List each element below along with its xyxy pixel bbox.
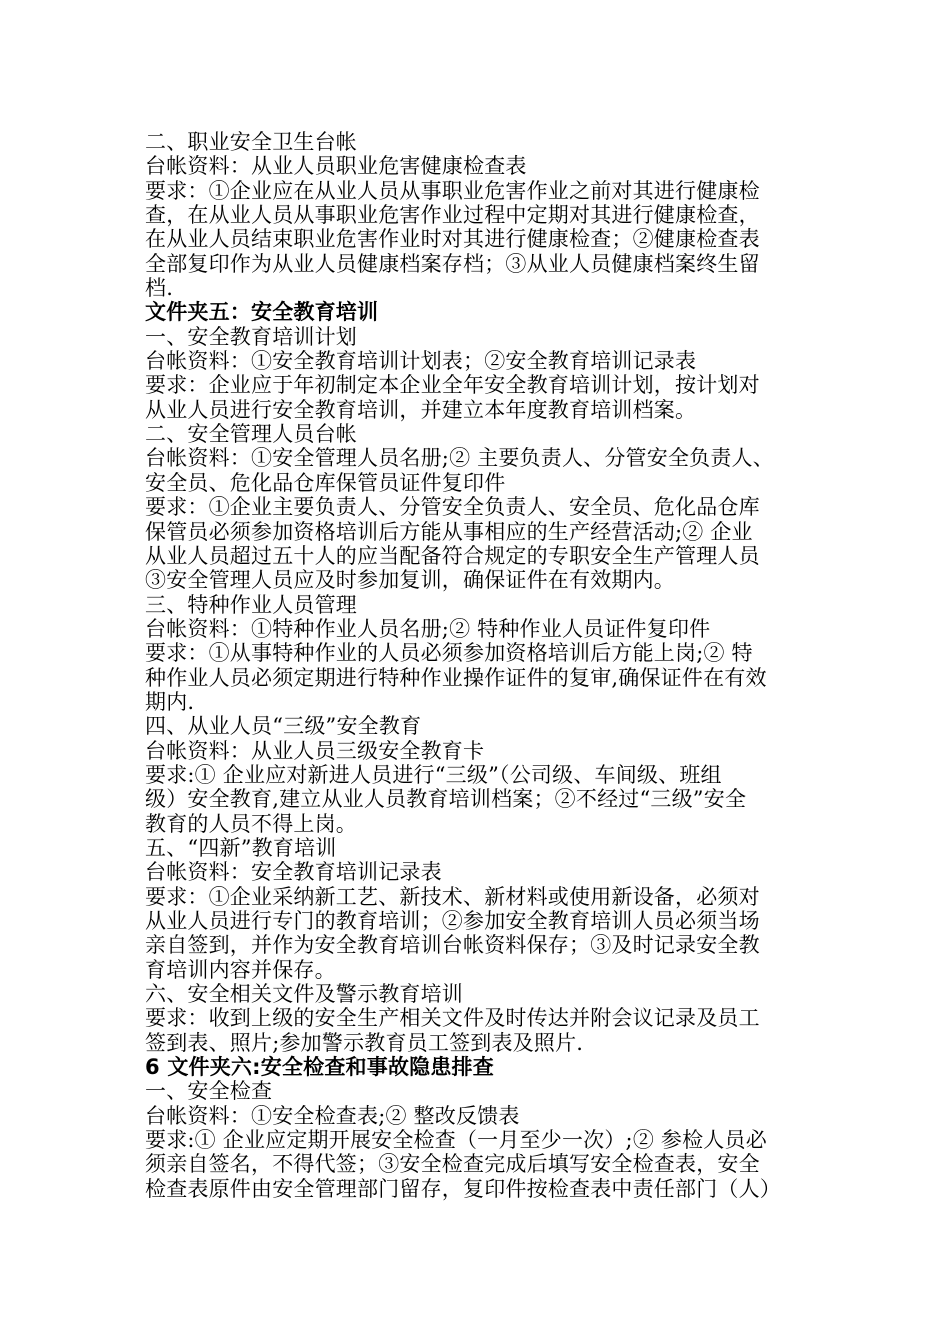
text-line: 要求:① 企业应定期开展安全检查（一月至少一次）;② 参检人员必 — [145, 1128, 767, 1153]
text-line: 台帐资料：①安全教育培训计划表；②安全教育培训记录表 — [145, 349, 697, 374]
text-line: 台帐资料：①特种作业人员名册;② 特种作业人员证件复印件 — [145, 616, 711, 641]
text-line: 查，在从业人员从事职业危害作业过程中定期对其进行健康检查， — [145, 203, 760, 228]
text-line: 保管员必须参加资格培训后方能从事相应的生产经营活动;② 企业 — [145, 519, 753, 544]
text-line: 一、安全教育培训计划 — [145, 324, 357, 349]
text-line: 要求：①企业应在从业人员从事职业危害作业之前对其进行健康检 — [145, 178, 760, 203]
text-line: 教育的人员不得上岗。 — [145, 811, 357, 836]
text-line: 三、特种作业人员管理 — [145, 592, 357, 617]
text-line: 要求：收到上级的安全生产相关文件及时传达并附会议记录及员工 — [145, 1006, 760, 1031]
text-line: 六、安全相关文件及警示教育培训 — [145, 982, 463, 1007]
text-line: 台帐资料：从业人员三级安全教育卡 — [145, 738, 485, 763]
text-line: 级）安全教育,建立从业人员教育培训档案；②不经过“三级”安全 — [145, 787, 747, 812]
text-line: 从业人员进行专门的教育培训；②参加安全教育培训人员必须当场 — [145, 909, 760, 933]
text-line: 全部复印作为从业人员健康档案存档；③从业人员健康档案终生留 — [145, 251, 760, 276]
text-line: 台帐资料：①安全管理人员名册;② 主要负责人、分管安全负责人、 — [145, 446, 774, 471]
text-line: 五、“四新”教育培训 — [145, 835, 337, 860]
text-line: 从业人员超过五十人的应当配备符合规定的专职安全生产管理人员 — [145, 543, 760, 568]
text-line: 须亲自签名，不得代签；③安全检查完成后填写安全检查表，安全 — [145, 1152, 760, 1177]
text-line: 要求：企业应于年初制定本企业全年安全教育培训计划，按计划对 — [145, 373, 760, 398]
text-line: 育培训内容并保存。 — [145, 957, 336, 982]
text-line: 要求：①从事特种作业的人员必须参加资格培训后方能上岗;② 特 — [145, 641, 753, 666]
text-line: 一、安全检查 — [145, 1079, 273, 1104]
text-line: 从业人员进行安全教育培训，并建立本年度教育培训档案。 — [145, 397, 697, 422]
text-line: 要求：①企业主要负责人、分管安全负责人、安全员、危化品仓库 — [145, 495, 760, 520]
text-line: 台帐资料：从业人员职业危害健康检查表 — [145, 154, 527, 179]
section-heading: 6 文件夹六:安全检查和事故隐患排查 — [145, 1055, 494, 1080]
text-line: 签到表、照片;参加警示教育员工签到表及照片. — [145, 1030, 584, 1055]
text-line: 种作业人员必须定期进行特种作业操作证件的复审,确保证件在有效 — [145, 665, 767, 690]
text-line: 期内. — [145, 689, 195, 714]
text-line: 台帐资料：①安全检查表;② 整改反馈表 — [145, 1103, 520, 1128]
text-line: 在从业人员结束职业危害作业时对其进行健康检查；②健康检查表 — [145, 227, 760, 252]
text-line: 要求：①企业采纳新工艺、新技术、新材料或使用新设备，必须对 — [145, 884, 760, 909]
text-line: ③安全管理人员应及时参加复训，确保证件在有效期内。 — [145, 568, 675, 593]
text-line: 四、从业人员“三级”安全教育 — [145, 714, 422, 739]
text-line: 检查表原件由安全管理部门留存，复印件按检查表中责任部门（人） — [145, 1176, 781, 1201]
text-line: 档. — [145, 276, 174, 301]
text-line: 台帐资料：安全教育培训记录表 — [145, 860, 442, 885]
text-line: 二、安全管理人员台帐 — [145, 422, 357, 447]
text-line: 二、职业安全卫生台帐 — [145, 130, 357, 154]
text-line: 亲自签到，并作为安全教育培训台帐资料保存；③及时记录安全教 — [145, 933, 760, 958]
text-line: 安全员、危化品仓库保管员证件复印件 — [145, 470, 506, 495]
text-line: 要求:① 企业应对新进人员进行“三级”（公司级、车间级、班组 — [145, 762, 722, 787]
document-page — [145, 130, 825, 1201]
section-heading: 文件夹五：安全教育培训 — [145, 300, 379, 325]
